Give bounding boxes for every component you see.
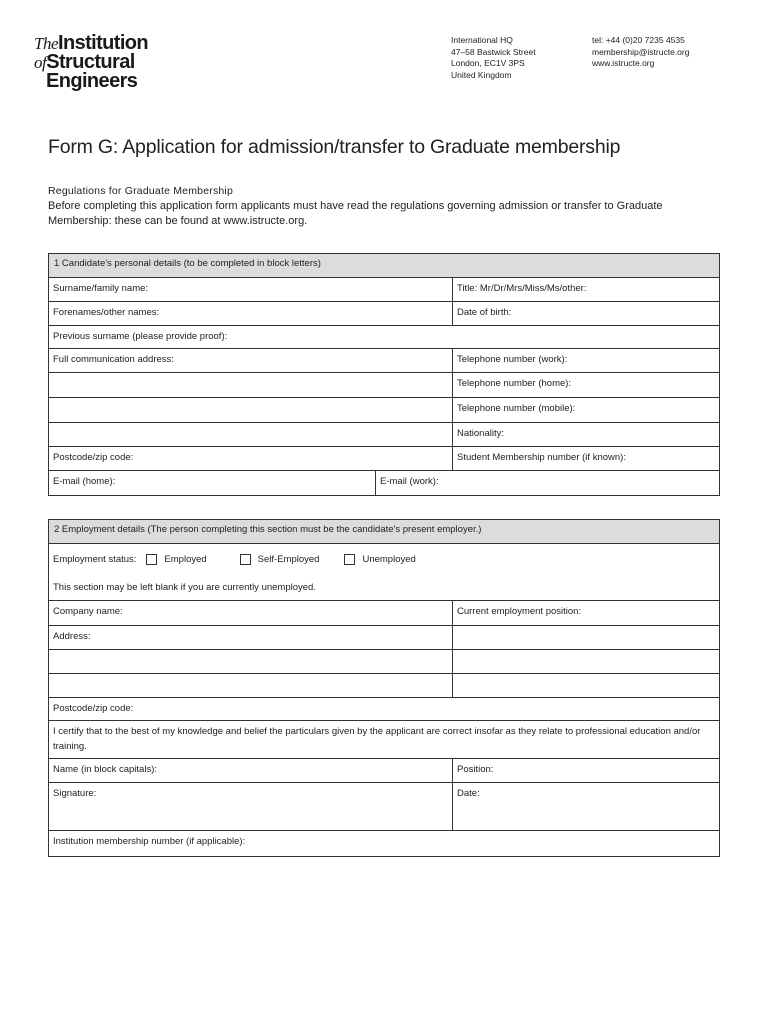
tel-mobile-field[interactable]: Telephone number (mobile): [457,403,576,414]
position-extra-field[interactable] [453,674,719,697]
address-line: United Kingdom [451,70,512,81]
regulations-heading: Regulations for Graduate Membership [48,185,234,197]
employed-checkbox[interactable] [146,554,157,565]
personal-details-section [48,253,720,496]
employment-status-row [49,544,719,601]
company-address-line-field[interactable] [49,650,453,673]
logo-line2: Structural [46,51,135,73]
tel-work-field[interactable]: Telephone number (work): [457,354,568,365]
email-work-field[interactable]: E-mail (work): [380,476,439,487]
employer-name-field[interactable]: Name (in block capitals): [49,759,453,782]
logo-line1: Institution [58,32,149,54]
unemployed-label: Unemployed [362,553,416,565]
self-employed-label: Self-Employed [257,553,320,565]
signature-field[interactable]: Signature: [49,783,453,830]
current-position-field[interactable]: Current employment position: [457,606,582,617]
logo-the: The [34,34,58,53]
company-name-field[interactable]: Company name: [49,601,453,625]
institution-logo [34,34,148,91]
section-heading: 2 Employment details (The person completing this section must be the candidate's present employer.) [49,520,719,544]
address-field[interactable]: Full communication address: [49,349,453,372]
regulations-text: Before completing this application form applicants must have read the regulations governing admission or transfer to Graduate Membership: these can be found at www.istructe.org. [48,200,663,227]
dob-field[interactable]: Date of birth: [457,307,512,318]
surname-field[interactable]: Surname/family name: [49,278,453,301]
date-field[interactable]: Date: [457,788,480,799]
address-line-field[interactable] [49,423,453,446]
title-field[interactable]: Title: Mr/Dr/Mrs/Miss/Ms/other: [457,283,587,294]
company-address-field[interactable]: Address: [49,626,453,649]
form-code: Form G: [48,136,119,158]
unemployed-checkbox[interactable] [344,554,355,565]
logo-of: of [34,53,47,72]
address-line: 47–58 Bastwick Street [451,46,536,57]
employed-label: Employed [164,553,207,565]
student-number-field[interactable]: Student Membership number (if known): [457,452,626,463]
hq-address [451,35,536,82]
contact-email: membership@istructe.org [592,46,690,57]
employment-details-section [48,519,720,857]
address-line-field[interactable] [49,373,453,397]
contact-website: www.istructe.org [592,58,655,69]
company-address-line-field[interactable] [49,674,453,697]
email-home-field[interactable]: E-mail (home): [49,471,376,495]
company-postcode-field[interactable]: Postcode/zip code: [53,703,134,714]
section-heading: 1 Candidate's personal details (to be completed in block letters) [49,254,719,278]
institution-number-field[interactable]: Institution membership number (if applicable): [53,836,246,847]
address-line: London, EC1V 3PS [451,58,525,69]
form-title: Application for admission/transfer to Graduate membership [118,136,621,158]
certification-statement: I certify that to the best of my knowledge and belief the particulars given by the applicant are correct insofar as they relate to professional education and/or training. [53,726,701,752]
logo-line3: Engineers [46,70,138,92]
contact-info [592,35,689,70]
employment-status-label: Employment status: [53,553,137,565]
self-employed-checkbox[interactable] [240,554,251,565]
page-title [48,136,620,159]
position-extra-field[interactable] [453,626,719,649]
previous-surname-field[interactable]: Previous surname (please provide proof): [53,331,228,342]
forenames-field[interactable]: Forenames/other names: [49,302,453,325]
nationality-field[interactable]: Nationality: [457,428,504,439]
address-line: International HQ [451,35,513,45]
contact-phone: tel: +44 (0)20 7235 4535 [592,35,685,45]
unemployed-note: This section may be left blank if you are currently unemployed. [53,582,316,593]
employer-position-field[interactable]: Position: [457,764,494,775]
address-line-field[interactable] [49,398,453,422]
position-extra-field[interactable] [453,650,719,673]
tel-home-field[interactable]: Telephone number (home): [457,378,572,389]
postcode-field[interactable]: Postcode/zip code: [49,447,453,470]
